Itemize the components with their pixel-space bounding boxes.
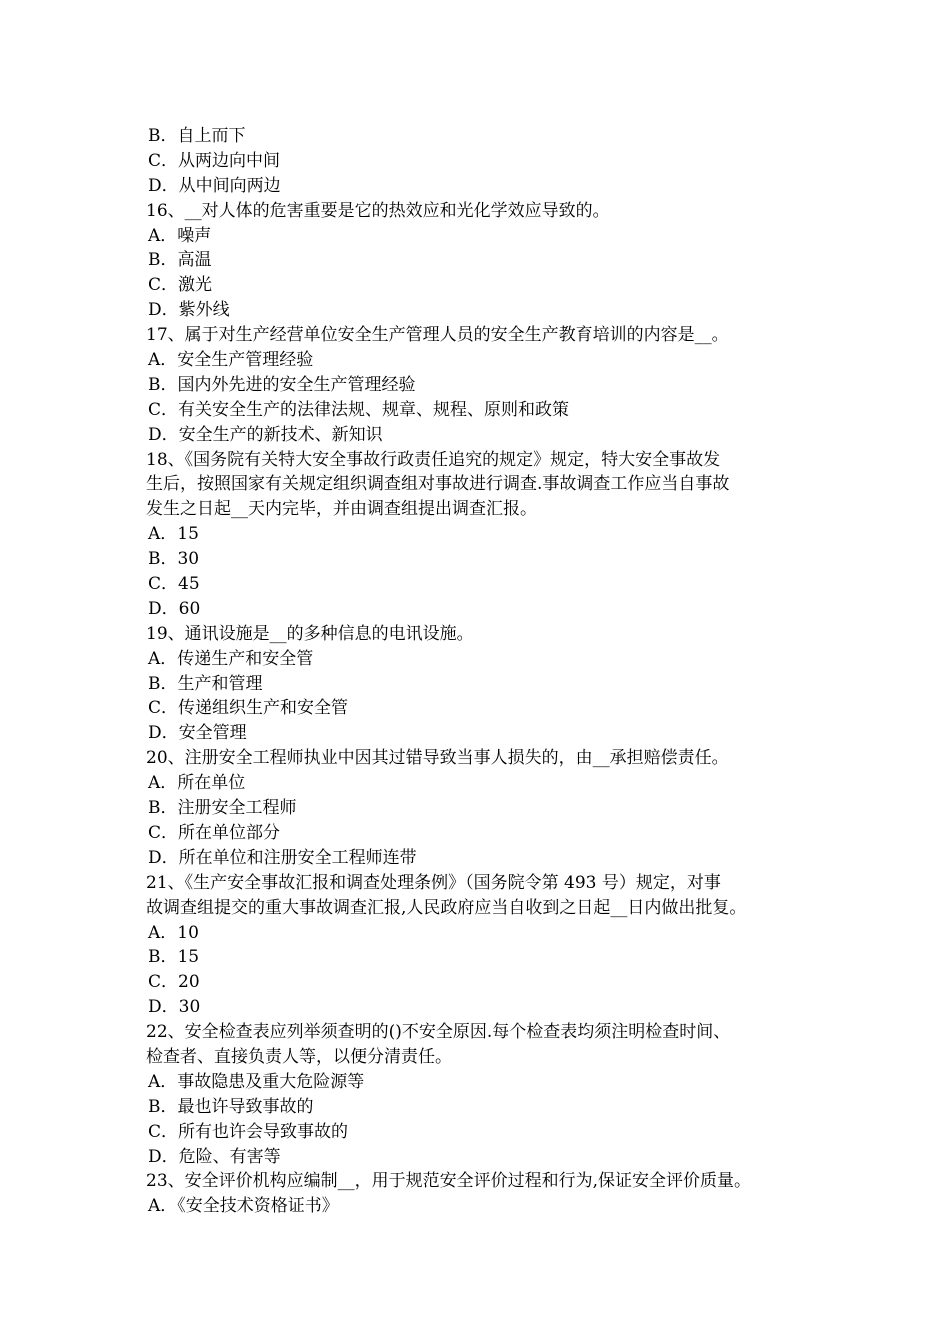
question-line: 18、《国务院有关特大安全事故行政责任追究的规定》规定，特大安全事故发: [146, 449, 721, 470]
option-line: A．噪声: [148, 225, 212, 246]
option-line: C．所有也许会导致事故的: [148, 1121, 349, 1142]
option-line: A．安全生产管理经验: [148, 350, 314, 371]
option-line: C．有关安全生产的法律法规、规章、规程、原则和政策: [148, 399, 570, 420]
option-line: A．10: [148, 922, 199, 943]
option-line: D．安全管理: [148, 723, 247, 744]
option-line: B．注册安全工程师: [148, 798, 297, 819]
option-line: A．传递生产和安全管: [148, 648, 314, 669]
option-line: B．30: [148, 549, 200, 570]
option-line: C．传递组织生产和安全管: [148, 698, 349, 719]
question-line: 19、通讯设施是__的多种信息的电讯设施。: [146, 623, 474, 644]
option-line: B．自上而下: [148, 126, 246, 146]
option-line: C．45: [148, 574, 200, 595]
option-line: B．生产和管理: [148, 673, 263, 694]
option-line: D．60: [148, 598, 201, 619]
option-line: B．国内外先进的安全生产管理经验: [148, 374, 416, 395]
option-line: D．所在单位和注册安全工程师连带: [148, 847, 417, 868]
option-line: D．安全生产的新技术、新知识: [148, 424, 383, 445]
option-line: C．激光: [148, 275, 213, 296]
option-line: A．所在单位: [148, 773, 246, 794]
question-line: 发生之日起__天内完毕，并由调查组提出调查汇报。: [146, 499, 537, 520]
option-line: A．事故隐患及重大危险源等: [148, 1071, 365, 1092]
option-line: C．20: [148, 972, 200, 993]
question-line: 生后，按照国家有关规定组织调查组对事故进行调查.事故调查工作应当自事故: [146, 474, 730, 495]
question-line: 23、安全评价机构应编制__，用于规范安全评价过程和行为,保证安全评价质量。: [146, 1171, 752, 1192]
question-line: 故调查组提交的重大事故调查汇报,人民政府应当自收到之日起__日内做出批复。: [146, 897, 747, 918]
option-line: A．《安全技术资格证书》: [148, 1196, 339, 1217]
option-line: B．15: [148, 947, 200, 968]
option-line: D．紫外线: [148, 300, 230, 321]
question-line: 21、《生产安全事故汇报和调查处理条例》（国务院令第 493 号）规定，对事: [146, 872, 721, 893]
option-line: D．30: [148, 997, 201, 1018]
question-line: 22、安全检查表应列举须查明的()不安全原因.每个检查表均须注明检查时间、: [146, 1022, 731, 1043]
question-line: 17、属于对生产经营单位安全生产管理人员的安全生产教育培训的内容是__。: [146, 325, 729, 346]
option-line: D．危险、有害等: [148, 1146, 281, 1167]
question-line: 检查者、直接负责人等，以便分清责任。: [146, 1046, 452, 1067]
option-line: C．所在单位部分: [148, 822, 281, 843]
option-line: B．最也许导致事故的: [148, 1096, 314, 1117]
question-line: 20、注册安全工程师执业中因其过错导致当事人损失的，由__承担赔偿责任。: [146, 748, 729, 769]
option-line: A．15: [148, 524, 199, 545]
option-line: D．从中间向两边: [148, 175, 281, 196]
question-line: 16、__对人体的危害重要是它的热效应和光化学效应导致的。: [146, 200, 610, 221]
option-line: B．高温: [148, 250, 212, 271]
document-page: [146, 124, 826, 1219]
option-line: C．从两边向中间: [148, 150, 281, 171]
